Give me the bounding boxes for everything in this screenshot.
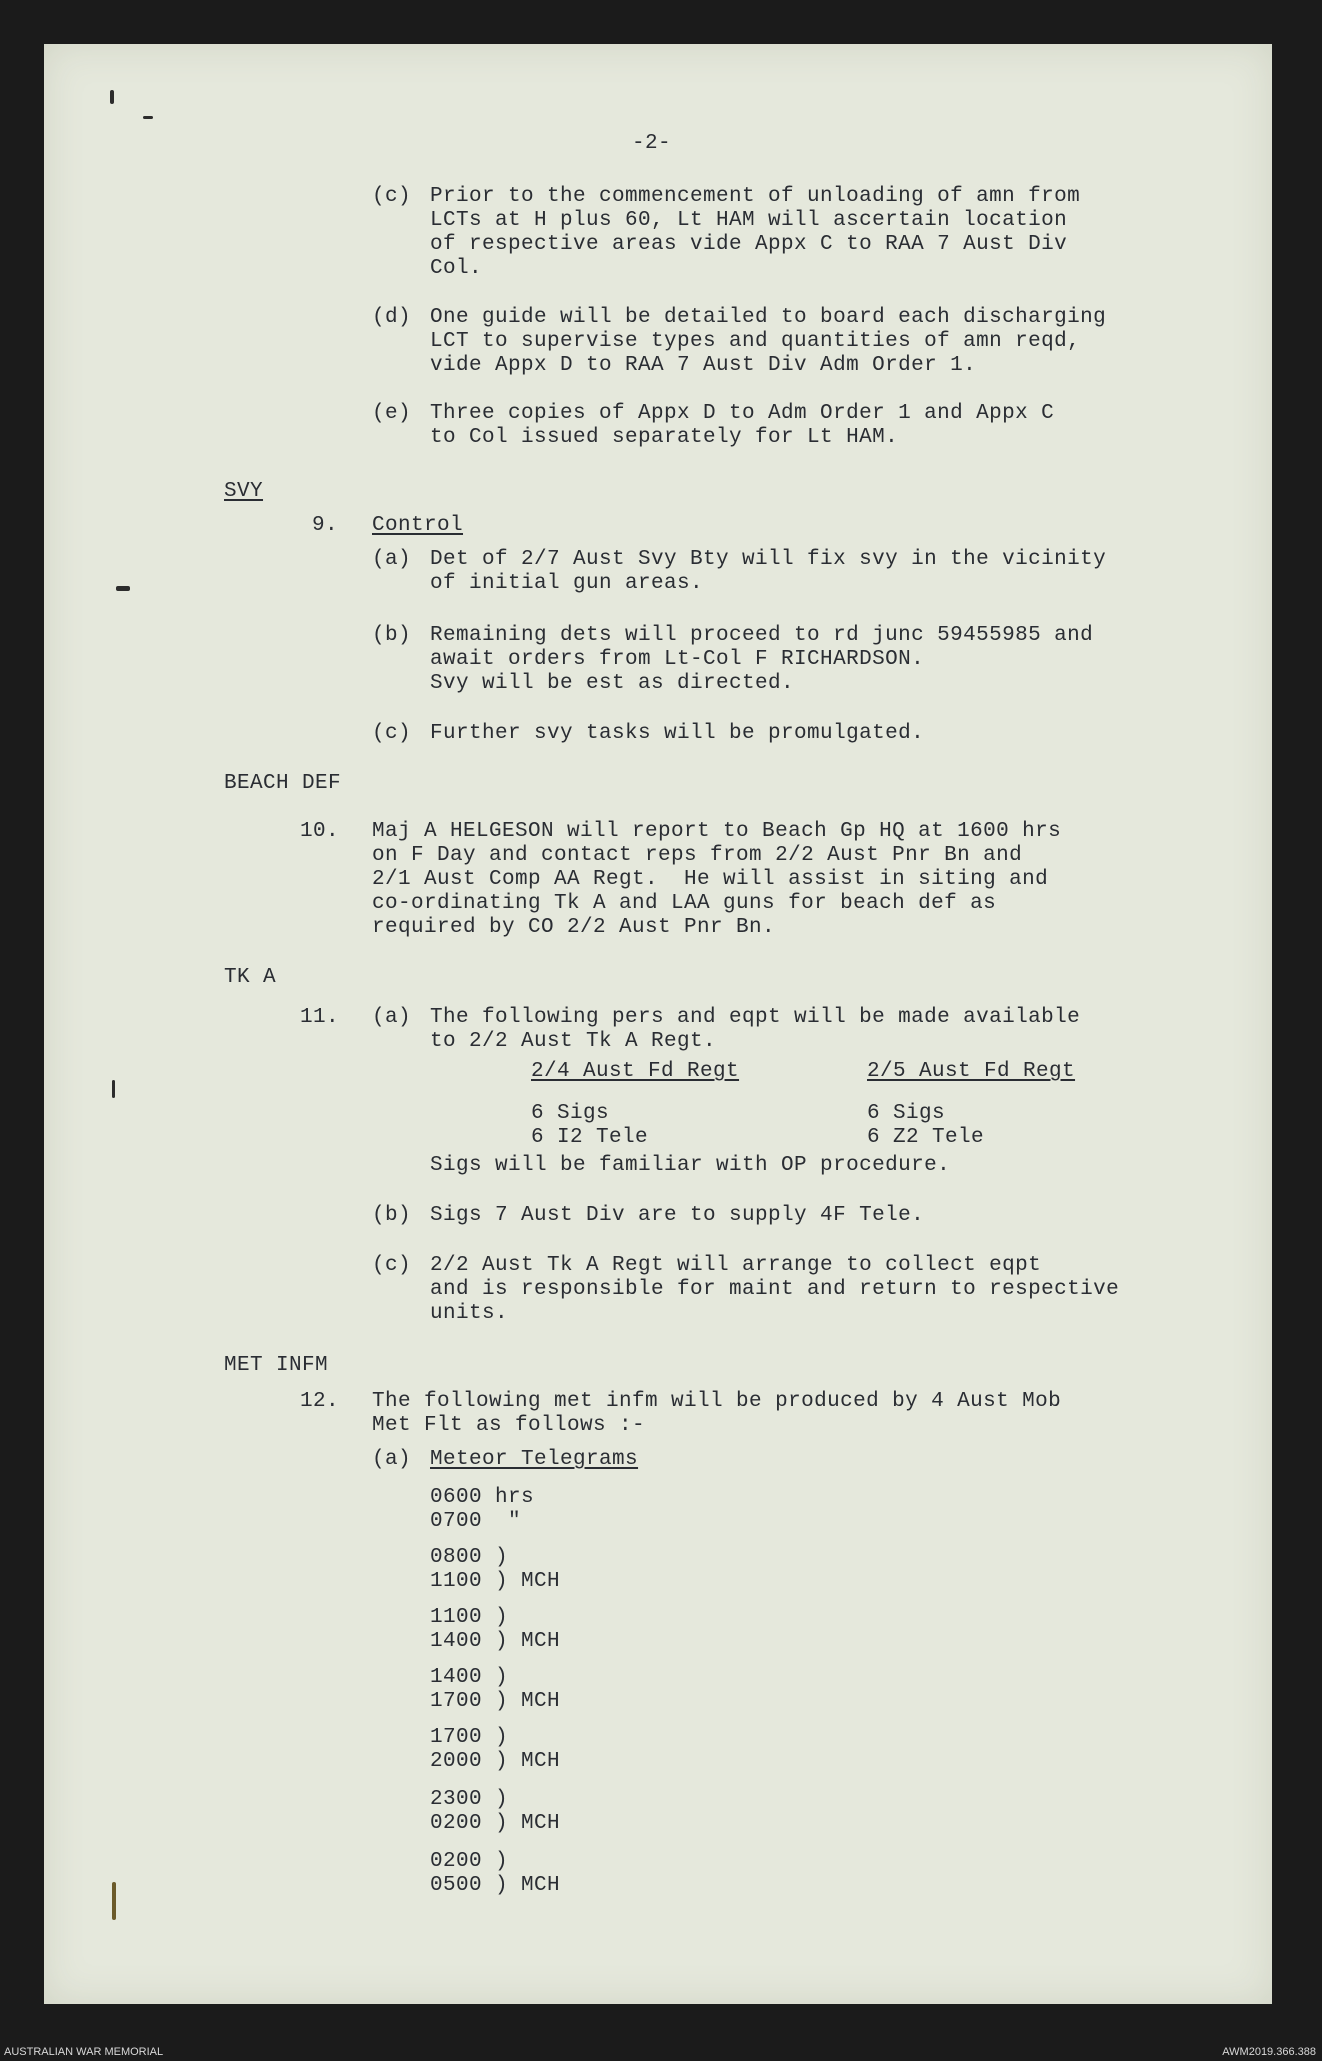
text-11a-line2: to 2/2 Aust Tk A Regt. [430, 1030, 717, 1053]
label-9a: (a) [372, 548, 412, 571]
footer-credit: AUSTRALIAN WAR MEMORIAL [4, 2046, 164, 2058]
text-10-line4: co-ordinating Tk A and LAA guns for beach def as [372, 892, 997, 915]
label-9c: (c) [372, 722, 412, 745]
text-11a-line1: The following pers and eqpt will be made available [430, 1006, 1081, 1029]
text-8d-line3: vide Appx D to RAA 7 Aust Div Adm Order 1. [430, 354, 977, 377]
text-10-line1: Maj A HELGESON will report to Beach Gp HQ at 1600 hrs [372, 820, 1062, 843]
text-8e-line1: Three copies of Appx D to Adm Order 1 and Appx C [430, 402, 1055, 425]
heading-svy: SVY [224, 480, 264, 503]
label-11a: (a) [372, 1006, 412, 1029]
label-9b: (b) [372, 624, 412, 647]
paper-mark [143, 116, 153, 119]
text-8c-line1: Prior to the commencement of unloading of amn from [430, 185, 1081, 208]
text-9b-line2: await orders from Lt-Col F RICHARDSON. [430, 648, 925, 671]
num-12: 12. [300, 1390, 340, 1413]
telegram-time: 0200 ) MCH [430, 1812, 561, 1835]
text-8d-line2: LCT to supervise types and quantities of amn reqd, [430, 330, 1081, 353]
text-8c-line4: Col. [430, 257, 483, 280]
telegram-time: 2000 ) MCH [430, 1750, 561, 1773]
text-9a-line1: Det of 2/7 Aust Svy Bty will fix svy in the vicinity [430, 548, 1107, 571]
text-10-line5: required by CO 2/2 Aust Pnr Bn. [372, 916, 776, 939]
text-12-line1: The following met infm will be produced by 4 Aust Mob [372, 1390, 1062, 1413]
page-number: -2- [632, 132, 672, 155]
telegram-time: 1400 ) [430, 1666, 509, 1689]
text-8c-line2: LCTs at H plus 60, Lt HAM will ascertain location [430, 209, 1068, 232]
text-8c-line3: of respective areas vide Appx C to RAA 7 Aust Div [430, 233, 1068, 256]
heading-met-infm: MET INFM [224, 1354, 329, 1377]
text-11c-line2: and is responsible for maint and return to respective [430, 1278, 1120, 1301]
text-9c-line1: Further svy tasks will be promulgated. [430, 722, 925, 745]
text-11c-line1: 2/2 Aust Tk A Regt will arrange to collect eqpt [430, 1254, 1042, 1277]
label-8e: (e) [372, 402, 412, 425]
text-10-line3: 2/1 Aust Comp AA Regt. He will assist in siting and [372, 868, 1049, 891]
paper-mark [116, 586, 130, 591]
text-9a-line2: of initial gun areas. [430, 572, 704, 595]
col1-item: 6 Sigs [531, 1102, 610, 1125]
telegram-time: 2300 ) [430, 1788, 509, 1811]
text-8d-line1: One guide will be detailed to board each discharging [430, 306, 1107, 329]
paper-mark [112, 1080, 115, 1098]
label-11c: (c) [372, 1254, 412, 1277]
document-page [44, 44, 1272, 2004]
col1-item: 6 I2 Tele [531, 1126, 649, 1149]
label-11b: (b) [372, 1204, 412, 1227]
telegram-time: 0200 ) [430, 1850, 509, 1873]
num-10: 10. [300, 820, 340, 843]
telegram-time: 1700 ) [430, 1726, 509, 1749]
title-meteor-telegrams: Meteor Telegrams [430, 1448, 639, 1471]
telegram-time: 1700 ) MCH [430, 1690, 561, 1713]
num-9: 9. [312, 514, 339, 537]
col-head-2-4-fd-regt: 2/4 Aust Fd Regt [531, 1060, 740, 1083]
label-8d: (d) [372, 306, 412, 329]
telegram-time: 1400 ) MCH [430, 1630, 561, 1653]
telegram-time: 0800 ) [430, 1546, 509, 1569]
heading-tk-a: TK A [224, 966, 277, 989]
telegram-time: 0700 " [430, 1510, 522, 1533]
num-11: 11. [300, 1006, 340, 1029]
label-8c: (c) [372, 185, 412, 208]
title-control: Control [372, 514, 464, 537]
col-head-2-5-fd-regt: 2/5 Aust Fd Regt [867, 1060, 1076, 1083]
text-10-line2: on F Day and contact reps from 2/2 Aust Pnr Bn and [372, 844, 1023, 867]
label-12a: (a) [372, 1448, 412, 1471]
text-9b-line3: Svy will be est as directed. [430, 672, 795, 695]
col2-item: 6 Z2 Tele [867, 1126, 985, 1149]
text-11a-after: Sigs will be familiar with OP procedure. [430, 1154, 951, 1177]
heading-beach-def: BEACH DEF [224, 772, 342, 795]
telegram-time: 0600 hrs [430, 1486, 535, 1509]
paper-mark [112, 1882, 116, 1920]
telegram-time: 1100 ) [430, 1606, 509, 1629]
footer-id: AWM2019.366.388 [1222, 2046, 1316, 2058]
paper-mark [110, 90, 114, 104]
col2-item: 6 Sigs [867, 1102, 946, 1125]
telegram-time: 0500 ) MCH [430, 1874, 561, 1897]
text-11c-line3: units. [430, 1302, 509, 1325]
text-9b-line1: Remaining dets will proceed to rd junc 59455985 and [430, 624, 1094, 647]
telegram-time: 1100 ) MCH [430, 1570, 561, 1593]
text-8e-line2: to Col issued separately for Lt HAM. [430, 426, 899, 449]
text-12-line2: Met Flt as follows :- [372, 1414, 646, 1437]
text-11b-line1: Sigs 7 Aust Div are to supply 4F Tele. [430, 1204, 925, 1227]
